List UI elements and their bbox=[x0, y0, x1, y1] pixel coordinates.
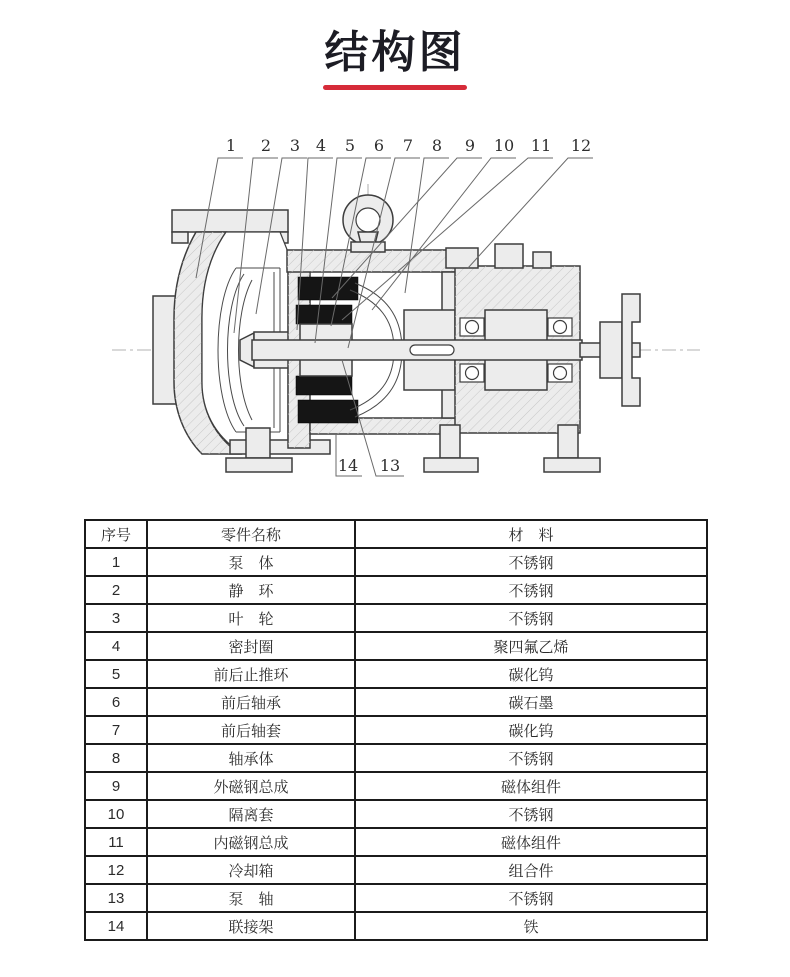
parts-table-body bbox=[85, 548, 707, 940]
part-material-cell: 磁体组件 bbox=[355, 828, 707, 856]
table-row bbox=[85, 884, 707, 912]
structure-diagram bbox=[0, 118, 790, 502]
part-material-cell: 碳化钨 bbox=[355, 660, 707, 688]
page-title: 结构图 bbox=[324, 28, 466, 77]
oil-cup-boss bbox=[495, 244, 523, 268]
part-name-cell: 冷却箱 bbox=[147, 856, 355, 884]
part-material-cell: 不锈钢 bbox=[355, 884, 707, 912]
table-row bbox=[85, 856, 707, 884]
part-name-cell: 隔离套 bbox=[147, 800, 355, 828]
callout-9: 9 bbox=[464, 136, 476, 155]
part-name-cell: 联接架 bbox=[147, 912, 355, 940]
part-material-cell: 不锈钢 bbox=[355, 604, 707, 632]
part-name-cell: 叶 轮 bbox=[147, 604, 355, 632]
callout-5: 5 bbox=[344, 136, 356, 155]
part-number-cell: 13 bbox=[85, 884, 147, 912]
table-row bbox=[85, 660, 707, 688]
part-material-cell: 铁 bbox=[355, 912, 707, 940]
bearing-housing bbox=[446, 244, 580, 433]
part-number-cell: 9 bbox=[85, 772, 147, 800]
part-material-cell: 碳化钨 bbox=[355, 716, 707, 744]
part-material-cell: 不锈钢 bbox=[355, 576, 707, 604]
table-row bbox=[85, 716, 707, 744]
table-header-row bbox=[85, 520, 707, 548]
table-row bbox=[85, 912, 707, 940]
part-number-cell: 2 bbox=[85, 576, 147, 604]
part-material-cell: 聚四氟乙烯 bbox=[355, 632, 707, 660]
part-number-cell: 6 bbox=[85, 688, 147, 716]
table-row bbox=[85, 576, 707, 604]
callout-10: 10 bbox=[493, 136, 515, 155]
part-name-cell: 内磁钢总成 bbox=[147, 828, 355, 856]
part-number-cell: 5 bbox=[85, 660, 147, 688]
part-name-cell: 泵 轴 bbox=[147, 884, 355, 912]
callout-2: 2 bbox=[260, 136, 272, 155]
header-serial-number: 序号 bbox=[85, 520, 147, 548]
callout-3: 3 bbox=[289, 136, 301, 155]
part-name-cell: 轴承体 bbox=[147, 744, 355, 772]
table-row bbox=[85, 548, 707, 576]
callout-7: 7 bbox=[402, 136, 414, 155]
table-row bbox=[85, 828, 707, 856]
callout-numbers-bottom bbox=[338, 456, 400, 475]
pump-shaft bbox=[252, 340, 640, 360]
shaft-keyway bbox=[410, 345, 454, 355]
part-number-cell: 1 bbox=[85, 548, 147, 576]
part-number-cell: 10 bbox=[85, 800, 147, 828]
part-number-cell: 12 bbox=[85, 856, 147, 884]
callout-4: 4 bbox=[315, 136, 327, 155]
part-number-cell: 11 bbox=[85, 828, 147, 856]
part-material-cell: 不锈钢 bbox=[355, 744, 707, 772]
part-material-cell: 组合件 bbox=[355, 856, 707, 884]
part-name-cell: 静 环 bbox=[147, 576, 355, 604]
callout-11: 11 bbox=[530, 136, 552, 155]
part-name-cell: 前后止推环 bbox=[147, 660, 355, 688]
part-number-cell: 7 bbox=[85, 716, 147, 744]
part-name-cell: 前后轴套 bbox=[147, 716, 355, 744]
callout-1: 1 bbox=[225, 136, 237, 155]
part-name-cell: 泵 体 bbox=[147, 548, 355, 576]
callout-numbers-top bbox=[226, 136, 591, 155]
callout-14: 14 bbox=[337, 456, 359, 475]
table-row bbox=[85, 632, 707, 660]
part-material-cell: 不锈钢 bbox=[355, 548, 707, 576]
header-part-name: 零件名称 bbox=[147, 520, 355, 548]
parts-table bbox=[84, 519, 708, 941]
callout-8: 8 bbox=[431, 136, 443, 155]
table-row bbox=[85, 604, 707, 632]
table-row bbox=[85, 688, 707, 716]
table-row bbox=[85, 744, 707, 772]
part-name-cell: 外磁钢总成 bbox=[147, 772, 355, 800]
part-number-cell: 14 bbox=[85, 912, 147, 940]
part-name-cell: 密封圈 bbox=[147, 632, 355, 660]
table-row bbox=[85, 772, 707, 800]
title-underline-accent bbox=[323, 85, 467, 90]
part-material-cell: 碳石墨 bbox=[355, 688, 707, 716]
callout-12: 12 bbox=[570, 136, 592, 155]
callout-13: 13 bbox=[379, 456, 401, 475]
part-material-cell: 磁体组件 bbox=[355, 772, 707, 800]
part-number-cell: 8 bbox=[85, 744, 147, 772]
part-material-cell: 不锈钢 bbox=[355, 800, 707, 828]
header-material: 材 料 bbox=[355, 520, 707, 548]
callout-6: 6 bbox=[373, 136, 385, 155]
lifting-eye bbox=[343, 195, 393, 252]
part-number-cell: 3 bbox=[85, 604, 147, 632]
table-row bbox=[85, 800, 707, 828]
part-number-cell: 4 bbox=[85, 632, 147, 660]
pump-cross-section-svg bbox=[0, 118, 790, 502]
part-name-cell: 前后轴承 bbox=[147, 688, 355, 716]
